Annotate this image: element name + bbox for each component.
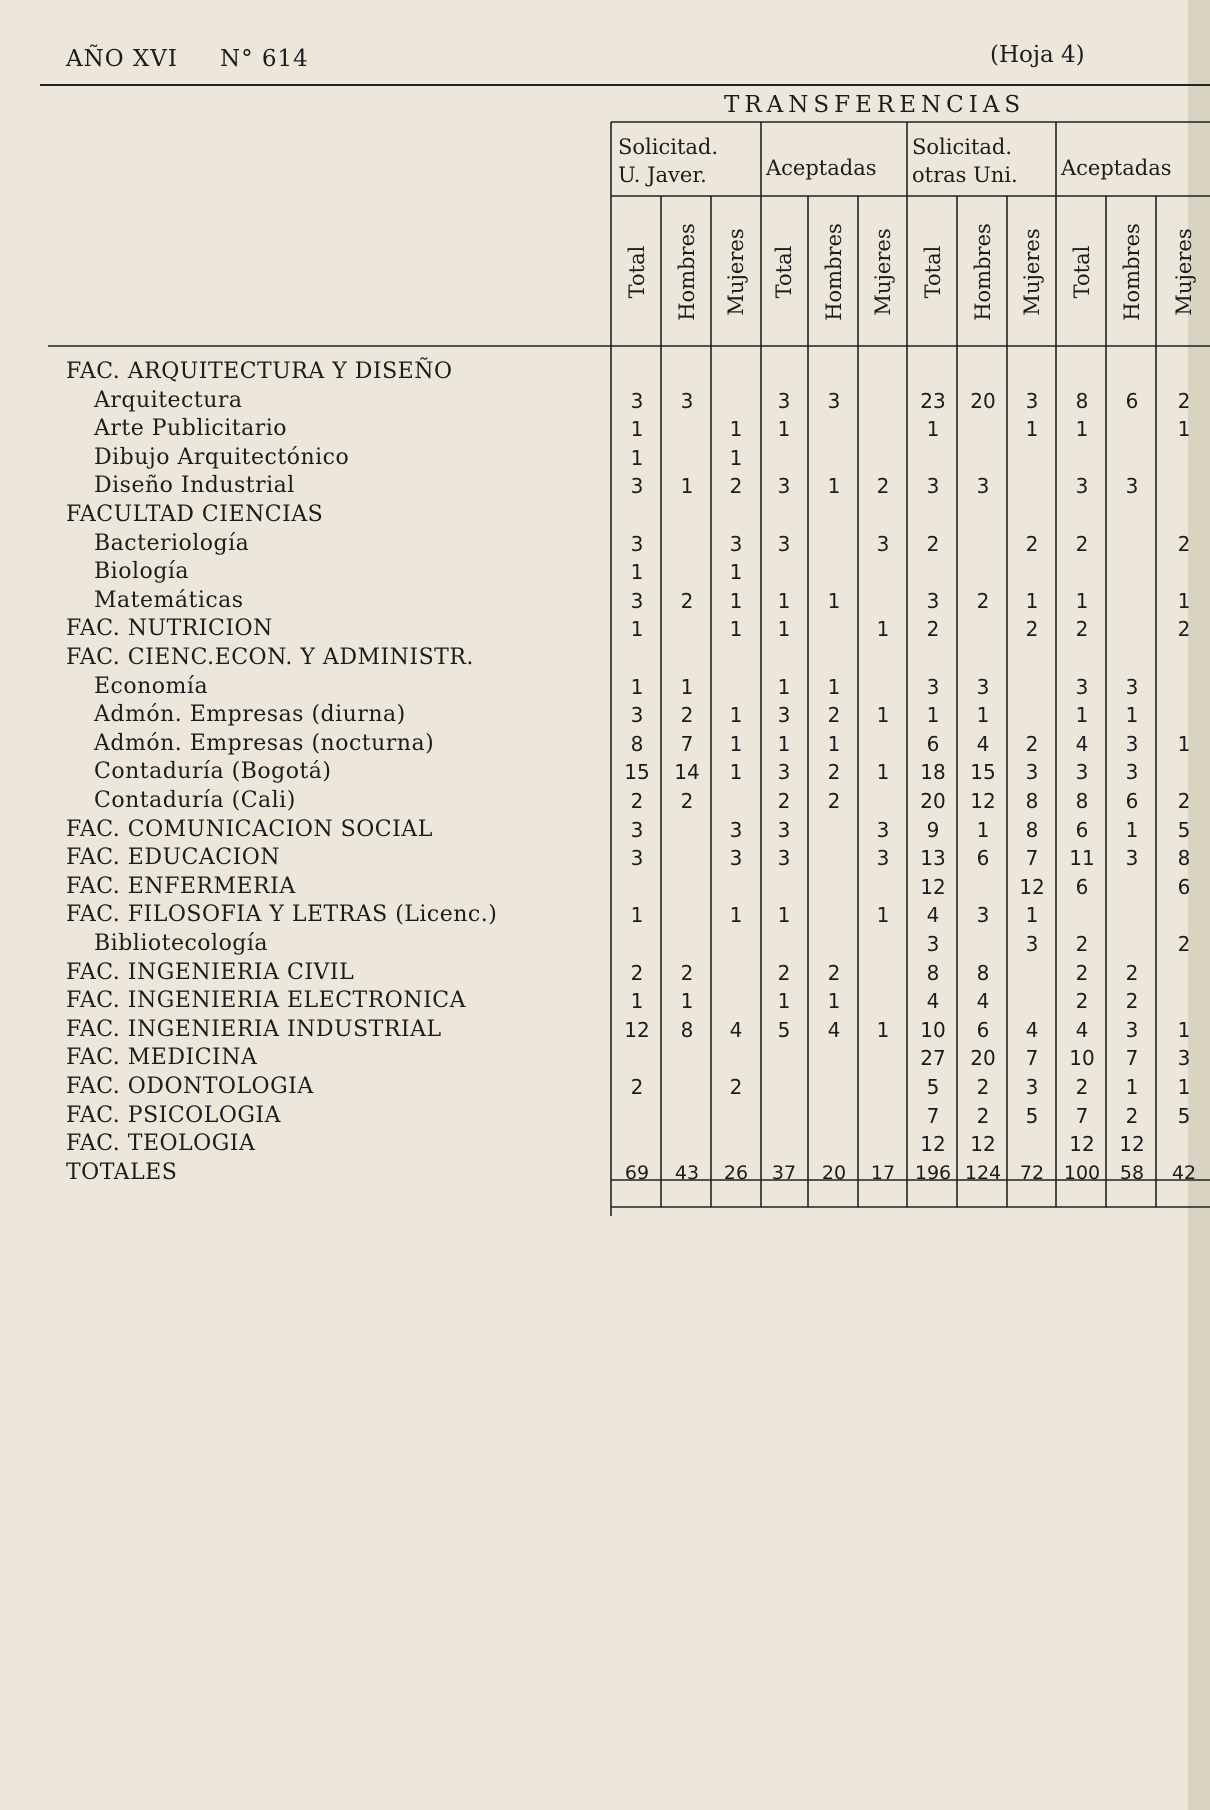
cell-value: 2: [1075, 960, 1089, 985]
cell-value: 2: [729, 474, 743, 499]
cell-value: 6: [1177, 874, 1191, 899]
cell-value: 7: [680, 731, 694, 756]
row-label: Bacteriología: [94, 530, 250, 556]
cell-value: 2: [827, 789, 841, 813]
cell-value: 3: [926, 474, 940, 499]
cell-value: 1: [976, 703, 990, 728]
cell-value: 20: [920, 789, 946, 813]
cell-value: 1: [630, 903, 644, 928]
cell-value: 1: [1177, 1075, 1191, 1099]
cell-value: 15: [970, 760, 996, 785]
cell-value: 2: [1075, 989, 1089, 1014]
cell-value: 20: [970, 388, 996, 413]
cell-value: 2: [1177, 617, 1191, 642]
row-label: FAC. CIENC.ECON. Y ADMINISTR.: [66, 645, 474, 670]
cell-value: 8: [1075, 789, 1089, 813]
cell-value: 1: [876, 703, 890, 728]
cell-value: 2: [976, 588, 990, 613]
cell-value: 3: [1025, 388, 1039, 413]
cell-value: 1: [1177, 1017, 1191, 1042]
cell-value: 1: [1177, 588, 1191, 613]
cell-value: 3: [777, 817, 791, 842]
row-label: FAC. PSICOLOGIA: [66, 1102, 282, 1128]
cell-value: 3: [777, 388, 791, 413]
cell-value: 1: [630, 674, 644, 699]
cell-value: 5: [1025, 1103, 1039, 1128]
cell-value: 2: [827, 760, 841, 785]
cell-value: 7: [1125, 1046, 1139, 1071]
cell-value: 5: [926, 1075, 940, 1099]
cell-value: 2: [1177, 789, 1191, 813]
cell-value: 1: [1025, 588, 1039, 613]
group-header-solicitadas-javeriana: [618, 133, 718, 189]
cell-value: 12: [970, 1132, 996, 1157]
cell-value: 37: [771, 1161, 797, 1184]
cell-value: 20: [821, 1161, 847, 1184]
cell-value: 43: [674, 1161, 700, 1184]
cell-value: 1: [630, 617, 644, 642]
cell-value: 4: [729, 1017, 743, 1042]
cell-value: 8: [1025, 789, 1039, 813]
cell-value: 1: [777, 417, 791, 442]
cell-value: 4: [1025, 1017, 1039, 1042]
cell-value: 1: [777, 588, 791, 613]
cell-value: 1: [1125, 1075, 1139, 1099]
cell-value: 1: [777, 731, 791, 756]
cell-value: 1: [777, 674, 791, 699]
row-label: FAC. COMUNICACION SOCIAL: [66, 816, 433, 842]
cell-value: 20: [970, 1046, 996, 1071]
cell-value: 3: [1177, 1046, 1191, 1071]
cell-value: 12: [970, 789, 996, 813]
cell-value: 12: [920, 874, 946, 899]
cell-value: 4: [976, 731, 990, 756]
row-label: TOTALES: [66, 1159, 178, 1185]
sheet-label: (Hoja 4): [990, 42, 1085, 68]
cell-value: 2: [926, 617, 940, 642]
subheader-mujeres: Mujeres: [724, 228, 748, 316]
cell-value: 3: [1025, 932, 1039, 956]
cell-value: 1: [1125, 817, 1139, 842]
cell-value: 8: [1075, 388, 1089, 413]
cell-value: 124: [964, 1161, 1002, 1184]
cell-value: 4: [926, 903, 940, 928]
cell-value: 2: [1075, 932, 1089, 956]
cell-value: 3: [680, 388, 694, 413]
cell-value: 4: [976, 989, 990, 1014]
cell-value: 72: [1019, 1161, 1045, 1184]
cell-value: 3: [777, 531, 791, 556]
subheader-mujeres: Mujeres: [1020, 228, 1044, 316]
cell-value: 1: [1125, 703, 1139, 728]
cell-value: 1: [827, 588, 841, 613]
cell-value: 3: [630, 703, 644, 728]
cell-value: 1: [827, 731, 841, 756]
cell-value: 2: [1177, 388, 1191, 413]
cell-value: 1: [1025, 417, 1039, 442]
cell-value: 2: [777, 789, 791, 813]
cell-value: 3: [1075, 760, 1089, 785]
row-label: FAC. INGENIERIA ELECTRONICA: [66, 988, 466, 1014]
row-label: FAC. ARQUITECTURA Y DISEÑO: [66, 359, 453, 384]
cell-value: 5: [1177, 1103, 1191, 1128]
cell-value: 1: [827, 674, 841, 699]
cell-value: 1: [976, 817, 990, 842]
cell-value: 1: [680, 474, 694, 499]
cell-value: 2: [976, 1103, 990, 1128]
group-line: U. Javer.: [618, 163, 707, 187]
cell-value: 3: [630, 531, 644, 556]
cell-value: 8: [680, 1017, 694, 1042]
cell-value: 3: [876, 817, 890, 842]
subheader-total: Total: [772, 245, 796, 299]
cell-value: 2: [1125, 989, 1139, 1014]
cell-value: 5: [777, 1017, 791, 1042]
cell-value: 1: [1177, 417, 1191, 442]
cell-value: 3: [1025, 1075, 1039, 1099]
cell-value: 3: [630, 846, 644, 871]
cell-value: 7: [1025, 846, 1039, 871]
subheader-hombres: Hombres: [1120, 223, 1144, 321]
cell-value: 3: [729, 817, 743, 842]
cell-value: 2: [1025, 531, 1039, 556]
cell-value: 100: [1063, 1161, 1101, 1184]
cell-value: 5: [1177, 817, 1191, 842]
cell-value: 7: [1025, 1046, 1039, 1071]
row-label: FAC. NUTRICION: [66, 616, 273, 642]
cell-value: 42: [1171, 1161, 1197, 1184]
cell-value: 2: [680, 588, 694, 613]
group-header-solicitadas-otras: [912, 133, 1018, 189]
cell-value: 3: [1075, 674, 1089, 699]
row-label: Biología: [94, 559, 189, 585]
cell-value: 2: [1177, 932, 1191, 956]
cell-value: 1: [1177, 731, 1191, 756]
row-label: FAC. TEOLOGIA: [66, 1131, 256, 1157]
cell-value: 3: [876, 846, 890, 871]
cell-value: 3: [777, 846, 791, 871]
cell-value: 3: [926, 932, 940, 956]
cell-value: 4: [1075, 731, 1089, 756]
cell-value: 1: [777, 617, 791, 642]
row-label: FAC. INGENIERIA INDUSTRIAL: [66, 1016, 442, 1042]
group-line: Solicitad.: [912, 135, 1013, 159]
cell-value: 2: [1125, 960, 1139, 985]
cell-value: 4: [926, 989, 940, 1014]
row-label: Admón. Empresas (diurna): [94, 702, 406, 728]
group-header-aceptadas-otras: [1061, 154, 1172, 182]
cell-value: 3: [1125, 731, 1139, 756]
cell-value: 8: [976, 960, 990, 985]
cell-value: 13: [920, 846, 946, 871]
cell-value: 2: [1075, 531, 1089, 556]
cell-value: 3: [777, 474, 791, 499]
cell-value: 1: [777, 903, 791, 928]
cell-value: 4: [827, 1017, 841, 1042]
issue-number: N° 614: [219, 46, 309, 72]
cell-value: 15: [624, 760, 650, 785]
group-line: Aceptadas: [1061, 156, 1172, 180]
cell-value: 3: [630, 817, 644, 842]
cell-value: 2: [680, 960, 694, 985]
cell-value: 8: [1025, 817, 1039, 842]
cell-value: 2: [876, 474, 890, 499]
cell-value: 3: [630, 388, 644, 413]
cell-value: 17: [870, 1161, 896, 1184]
cell-value: 12: [1119, 1132, 1145, 1157]
cell-value: 8: [1177, 846, 1191, 871]
cell-value: 1: [729, 445, 743, 470]
cell-value: 1: [926, 417, 940, 442]
cell-value: 12: [624, 1017, 650, 1042]
cell-value: 1: [630, 560, 644, 585]
cell-value: 12: [920, 1132, 946, 1157]
group-line: otras Uni.: [912, 163, 1018, 187]
cell-value: 3: [976, 674, 990, 699]
cell-value: 2: [680, 789, 694, 813]
row-label: Admón. Empresas (nocturna): [94, 730, 435, 756]
cell-value: 10: [920, 1017, 946, 1042]
cell-value: 2: [827, 703, 841, 728]
cell-value: 1: [680, 674, 694, 699]
cell-value: 1: [777, 989, 791, 1014]
cell-value: 1: [729, 588, 743, 613]
cell-value: 7: [1075, 1103, 1089, 1128]
cell-value: 14: [674, 760, 700, 785]
cell-value: 69: [624, 1161, 650, 1184]
cell-value: 1: [729, 417, 743, 442]
cell-value: 23: [920, 388, 946, 413]
row-label: FAC. ENFERMERIA: [66, 873, 296, 899]
cell-value: 2: [827, 960, 841, 985]
cell-value: 3: [1125, 846, 1139, 871]
cell-value: 9: [926, 817, 940, 842]
cell-value: 8: [926, 960, 940, 985]
cell-value: 1: [876, 903, 890, 928]
cell-value: 26: [723, 1161, 749, 1184]
subheader-mujeres: Mujeres: [871, 228, 895, 316]
cell-value: 1: [926, 703, 940, 728]
cell-value: 3: [729, 531, 743, 556]
cell-value: 1: [876, 760, 890, 785]
cell-value: 18: [920, 760, 946, 785]
cell-value: 1: [876, 1017, 890, 1042]
cell-value: 2: [1025, 731, 1039, 756]
cell-value: 6: [1125, 388, 1139, 413]
row-label: Economía: [94, 673, 209, 699]
cell-value: 3: [1125, 760, 1139, 785]
row-label: Dibujo Arquitectónico: [94, 444, 350, 470]
row-label: Matemáticas: [94, 587, 244, 613]
cell-value: 196: [914, 1161, 952, 1184]
cell-value: 3: [1125, 474, 1139, 499]
cell-value: 3: [630, 474, 644, 499]
subheader-hombres: Hombres: [822, 223, 846, 321]
cell-value: 3: [1025, 760, 1039, 785]
cell-value: 12: [1069, 1132, 1095, 1157]
cell-value: 11: [1069, 846, 1095, 871]
cell-value: 2: [630, 789, 644, 813]
cell-value: 2: [1177, 531, 1191, 556]
cell-value: 1: [630, 989, 644, 1014]
year-label: AÑO XVI: [66, 46, 178, 72]
cell-value: 1: [680, 989, 694, 1014]
row-label: FAC. ODONTOLOGIA: [66, 1074, 314, 1099]
cell-value: 1: [729, 617, 743, 642]
cell-value: 1: [1075, 417, 1089, 442]
row-label: FAC. EDUCACION: [66, 845, 281, 871]
cell-value: 6: [926, 731, 940, 756]
cell-value: 1: [630, 417, 644, 442]
cell-value: 1: [729, 703, 743, 728]
cell-value: 3: [926, 588, 940, 613]
cell-value: 3: [777, 760, 791, 785]
cell-value: 1: [827, 989, 841, 1014]
row-label: Contaduría (Bogotá): [94, 759, 332, 785]
cell-value: 6: [976, 846, 990, 871]
row-label: FAC. INGENIERIA CIVIL: [66, 959, 355, 985]
subheader-total: Total: [625, 245, 649, 299]
row-label: FAC. MEDICINA: [66, 1045, 258, 1071]
cell-value: 3: [926, 674, 940, 699]
cell-value: 2: [926, 531, 940, 556]
subheader-total: Total: [921, 245, 945, 299]
subheader-total: Total: [1070, 245, 1094, 299]
subheader-hombres: Hombres: [971, 223, 995, 321]
cell-value: 1: [729, 731, 743, 756]
group-line: Solicitad.: [618, 135, 719, 159]
cell-value: 6: [976, 1017, 990, 1042]
row-label: Diseño Industrial: [94, 473, 295, 499]
cell-value: 2: [1075, 1075, 1089, 1099]
cell-value: 1: [876, 617, 890, 642]
row-label: FAC. FILOSOFIA Y LETRAS (Licenc.): [66, 902, 498, 928]
cell-value: 2: [630, 960, 644, 985]
cell-value: 1: [1075, 703, 1089, 728]
cell-value: 6: [1075, 874, 1089, 899]
cell-value: 3: [729, 846, 743, 871]
cell-value: 2: [680, 703, 694, 728]
cell-value: 6: [1075, 817, 1089, 842]
cell-value: 2: [630, 1075, 644, 1099]
cell-value: 2: [976, 1075, 990, 1099]
cell-value: 27: [920, 1046, 946, 1071]
cell-value: 1: [827, 474, 841, 499]
cell-value: 1: [729, 903, 743, 928]
cell-value: 3: [976, 474, 990, 499]
cell-value: 2: [1025, 617, 1039, 642]
cell-value: 3: [630, 588, 644, 613]
group-line: Aceptadas: [766, 156, 877, 180]
cell-value: 1: [729, 760, 743, 785]
cell-value: 4: [1075, 1017, 1089, 1042]
row-label: FACULTAD CIENCIAS: [66, 502, 324, 527]
cell-value: 3: [777, 703, 791, 728]
row-label: Arte Publicitario: [94, 416, 287, 442]
cell-value: 2: [1125, 1103, 1139, 1128]
table-title: TRANSFERENCIAS: [724, 92, 1026, 118]
cell-value: 1: [729, 560, 743, 585]
cell-value: 1: [1075, 588, 1089, 613]
cell-value: 3: [827, 388, 841, 413]
subheader-hombres: Hombres: [675, 223, 699, 321]
cell-value: 3: [976, 903, 990, 928]
cell-value: 7: [926, 1103, 940, 1128]
cell-value: 2: [777, 960, 791, 985]
cell-value: 58: [1119, 1161, 1145, 1184]
row-label: Bibliotecología: [94, 931, 269, 956]
cell-value: 2: [1075, 617, 1089, 642]
cell-value: 12: [1019, 874, 1045, 899]
cell-value: 3: [1075, 474, 1089, 499]
subheader-mujeres: Mujeres: [1172, 228, 1196, 316]
cell-value: 8: [630, 731, 644, 756]
row-label: Contaduría (Cali): [94, 788, 296, 813]
group-header-aceptadas-javeriana: [766, 154, 877, 182]
row-label: Arquitectura: [94, 387, 243, 413]
cell-value: 3: [1125, 674, 1139, 699]
cell-value: 10: [1069, 1046, 1095, 1071]
cell-value: 1: [630, 445, 644, 470]
cell-value: 2: [729, 1075, 743, 1099]
cell-value: 3: [1125, 1017, 1139, 1042]
cell-value: 3: [876, 531, 890, 556]
cell-value: 6: [1125, 789, 1139, 813]
cell-value: 1: [1025, 903, 1039, 928]
